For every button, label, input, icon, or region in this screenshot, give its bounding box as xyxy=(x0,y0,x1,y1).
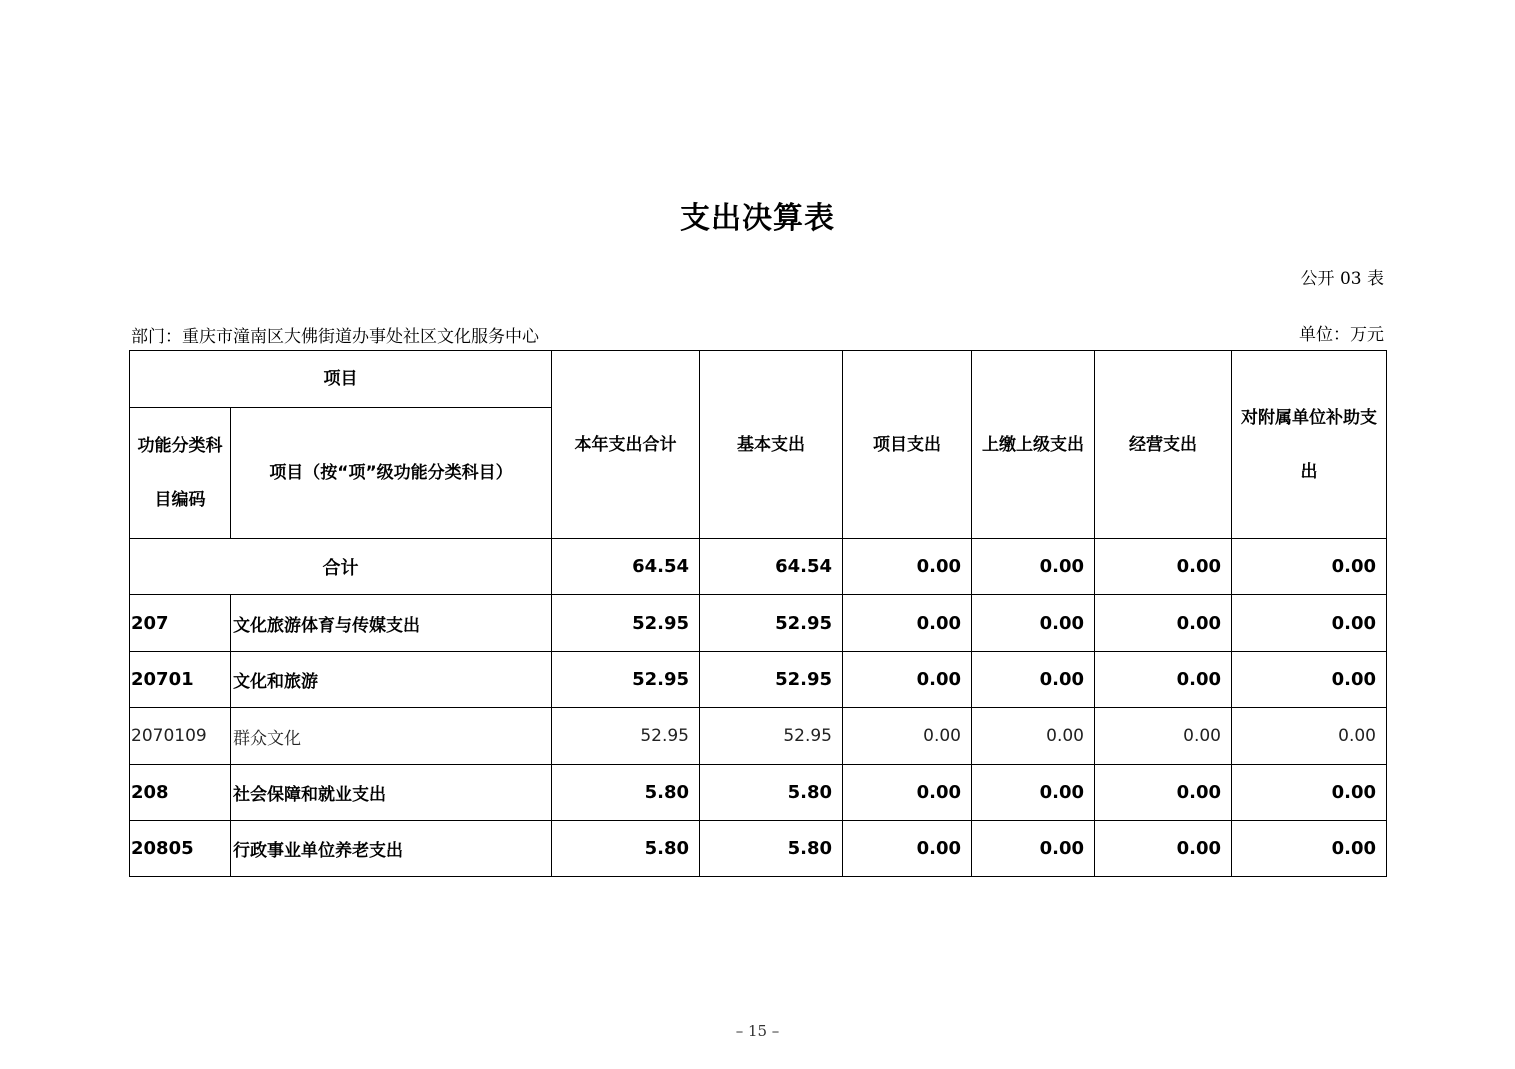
row-project: 0.00 xyxy=(843,595,972,652)
row-code: 20701 xyxy=(130,652,231,708)
row-basic: 52.95 xyxy=(700,595,843,652)
header-superior: 上缴上级支出 xyxy=(972,351,1095,539)
row-basic: 52.95 xyxy=(700,652,843,708)
row-subsidy: 0.00 xyxy=(1232,708,1387,765)
total-label: 合计 xyxy=(130,539,552,595)
total-subsidy: 0.00 xyxy=(1232,539,1387,595)
header-code: 功能分类科目编码 xyxy=(130,408,231,539)
row-business: 0.00 xyxy=(1095,595,1232,652)
total-basic: 64.54 xyxy=(700,539,843,595)
row-subsidy: 0.00 xyxy=(1232,595,1387,652)
row-basic: 52.95 xyxy=(700,708,843,765)
form-number: 公开 03 表 xyxy=(1300,269,1384,289)
row-total: 52.95 xyxy=(552,595,700,652)
row-subsidy: 0.00 xyxy=(1232,765,1387,821)
unit-label: 单位：万元 xyxy=(1299,325,1384,345)
total-row xyxy=(130,539,1387,595)
row-business: 0.00 xyxy=(1095,652,1232,708)
header-total: 本年支出合计 xyxy=(552,351,700,539)
row-name: 行政事业单位养老支出 xyxy=(231,821,552,877)
row-total: 5.80 xyxy=(552,821,700,877)
row-business: 0.00 xyxy=(1095,821,1232,877)
total-superior: 0.00 xyxy=(972,539,1095,595)
row-basic: 5.80 xyxy=(700,765,843,821)
header-item: 项目 xyxy=(130,351,552,408)
row-superior: 0.00 xyxy=(972,821,1095,877)
header-business: 经营支出 xyxy=(1095,351,1232,539)
expenditure-table xyxy=(129,350,1387,877)
row-name: 社会保障和就业支出 xyxy=(231,765,552,821)
page-number: – 15 – xyxy=(735,1022,780,1040)
table-row xyxy=(130,765,1387,821)
row-code: 2070109 xyxy=(130,708,231,765)
row-project: 0.00 xyxy=(843,708,972,765)
row-name: 群众文化 xyxy=(231,708,552,765)
total-total: 64.54 xyxy=(552,539,700,595)
row-total: 5.80 xyxy=(552,765,700,821)
department-label: 部门：重庆市潼南区大佛街道办事处社区文化服务中心 xyxy=(131,327,539,347)
row-code: 208 xyxy=(130,765,231,821)
row-superior: 0.00 xyxy=(972,765,1095,821)
row-code: 207 xyxy=(130,595,231,652)
row-total: 52.95 xyxy=(552,652,700,708)
row-subsidy: 0.00 xyxy=(1232,652,1387,708)
table-row xyxy=(130,821,1387,877)
row-project: 0.00 xyxy=(843,652,972,708)
header-name: 项目（按“项”级功能分类科目） xyxy=(231,408,552,539)
page-title: 支出决算表 xyxy=(680,201,835,236)
row-name: 文化和旅游 xyxy=(231,652,552,708)
header-project: 项目支出 xyxy=(843,351,972,539)
header-basic: 基本支出 xyxy=(700,351,843,539)
row-project: 0.00 xyxy=(843,821,972,877)
total-business: 0.00 xyxy=(1095,539,1232,595)
row-superior: 0.00 xyxy=(972,595,1095,652)
row-total: 52.95 xyxy=(552,708,700,765)
row-business: 0.00 xyxy=(1095,765,1232,821)
header-subsidy: 对附属单位补助支出 xyxy=(1232,351,1387,539)
row-business: 0.00 xyxy=(1095,708,1232,765)
row-basic: 5.80 xyxy=(700,821,843,877)
table-row xyxy=(130,595,1387,652)
row-superior: 0.00 xyxy=(972,708,1095,765)
table-row xyxy=(130,652,1387,708)
row-project: 0.00 xyxy=(843,765,972,821)
table-row xyxy=(130,708,1387,765)
row-superior: 0.00 xyxy=(972,652,1095,708)
row-subsidy: 0.00 xyxy=(1232,821,1387,877)
row-name: 文化旅游体育与传媒支出 xyxy=(231,595,552,652)
row-code: 20805 xyxy=(130,821,231,877)
total-project: 0.00 xyxy=(843,539,972,595)
